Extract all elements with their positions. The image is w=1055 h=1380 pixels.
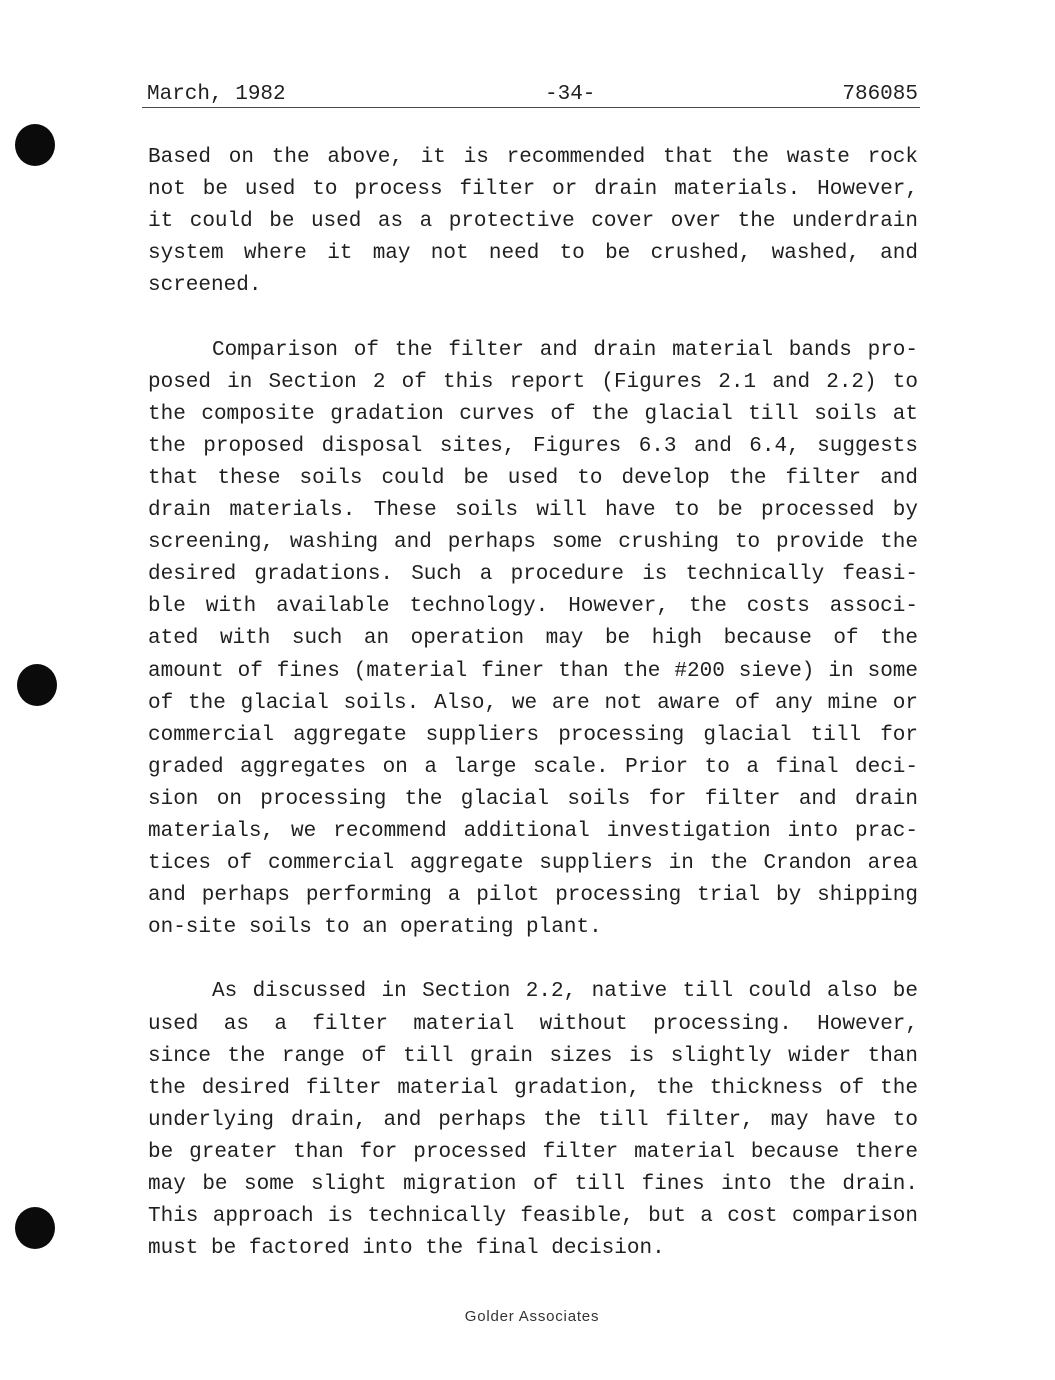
text-line: not be used to process filter or drain materials. However,	[148, 178, 918, 202]
footer-company: Golder Associates	[464, 1308, 600, 1325]
text-line: posed in Section 2 of this report (Figures 2.1 and 2.2) to	[148, 370, 918, 394]
binder-hole	[17, 664, 57, 706]
paragraph	[148, 142, 918, 302]
paragraph-gap	[148, 302, 918, 334]
text-line: the desired filter material gradation, the thickness of the	[148, 1076, 918, 1100]
text-line: on-site soils to an operating plant.	[148, 916, 602, 940]
text-line: screened.	[148, 274, 262, 298]
text-line: the composite gradation curves of the glacial till soils at	[148, 402, 918, 426]
text-line: since the range of till grain sizes is slightly wider than	[148, 1044, 918, 1068]
text-line: As discussed in Section 2.2, native till could also be	[212, 980, 918, 1004]
text-line: screening, washing and perhaps some crushing to provide the	[148, 531, 918, 555]
text-line: desired gradations. Such a procedure is technically feasi-	[148, 563, 918, 587]
body-text	[148, 142, 918, 1265]
text-line: and perhaps performing a pilot processing trial by shipping	[148, 884, 918, 908]
document-number: 786085	[842, 83, 918, 106]
text-line: may be some slight migration of till fines into the drain.	[148, 1173, 918, 1196]
text-line: This approach is technically feasible, but a cost comparison	[148, 1205, 918, 1229]
text-line: of the glacial soils. Also, we are not aware of any mine or	[148, 691, 918, 715]
binder-hole	[15, 1207, 55, 1249]
text-line: drain materials. These soils will have to be processed by	[148, 499, 918, 523]
header-date: March, 1982	[147, 83, 286, 106]
paragraph	[148, 976, 918, 1265]
text-line: used as a filter material without processing. However,	[148, 1012, 918, 1036]
text-line: amount of fines (material finer than the #200 sieve) in some	[148, 659, 918, 683]
text-line: be greater than for processed filter material because there	[148, 1140, 918, 1164]
text-line: sion on processing the glacial soils for filter and drain	[148, 787, 918, 811]
text-line: underlying drain, and perhaps the till filter, may have to	[148, 1108, 918, 1132]
text-line: Based on the above, it is recommended that the waste rock	[148, 146, 918, 169]
text-line: commercial aggregate suppliers processing glacial till for	[148, 723, 918, 747]
text-line: ble with available technology. However, the costs associ-	[148, 595, 918, 619]
text-line: graded aggregates on a large scale. Prior to a final deci-	[148, 755, 918, 779]
text-line: Comparison of the filter and drain material bands pro-	[212, 338, 918, 362]
text-line: the proposed disposal sites, Figures 6.3 and 6.4, suggests	[148, 434, 918, 458]
text-line: materials, we recommend additional investigation into prac-	[148, 819, 918, 843]
page-header	[142, 80, 920, 108]
page-number: -34-	[545, 83, 596, 106]
paragraph-gap	[148, 944, 918, 976]
text-line: must be factored into the final decision.	[148, 1237, 665, 1261]
text-line: system where it may not need to be crushed, washed, and	[148, 242, 918, 266]
binder-hole	[15, 124, 55, 166]
paragraph	[148, 335, 918, 945]
text-line: tices of commercial aggregate suppliers in the Crandon area	[148, 852, 918, 876]
text-line: ated with such an operation may be high because of the	[148, 627, 918, 651]
text-line: it could be used as a protective cover over the underdrain	[148, 210, 918, 234]
text-line: that these soils could be used to develop the filter and	[148, 466, 918, 490]
